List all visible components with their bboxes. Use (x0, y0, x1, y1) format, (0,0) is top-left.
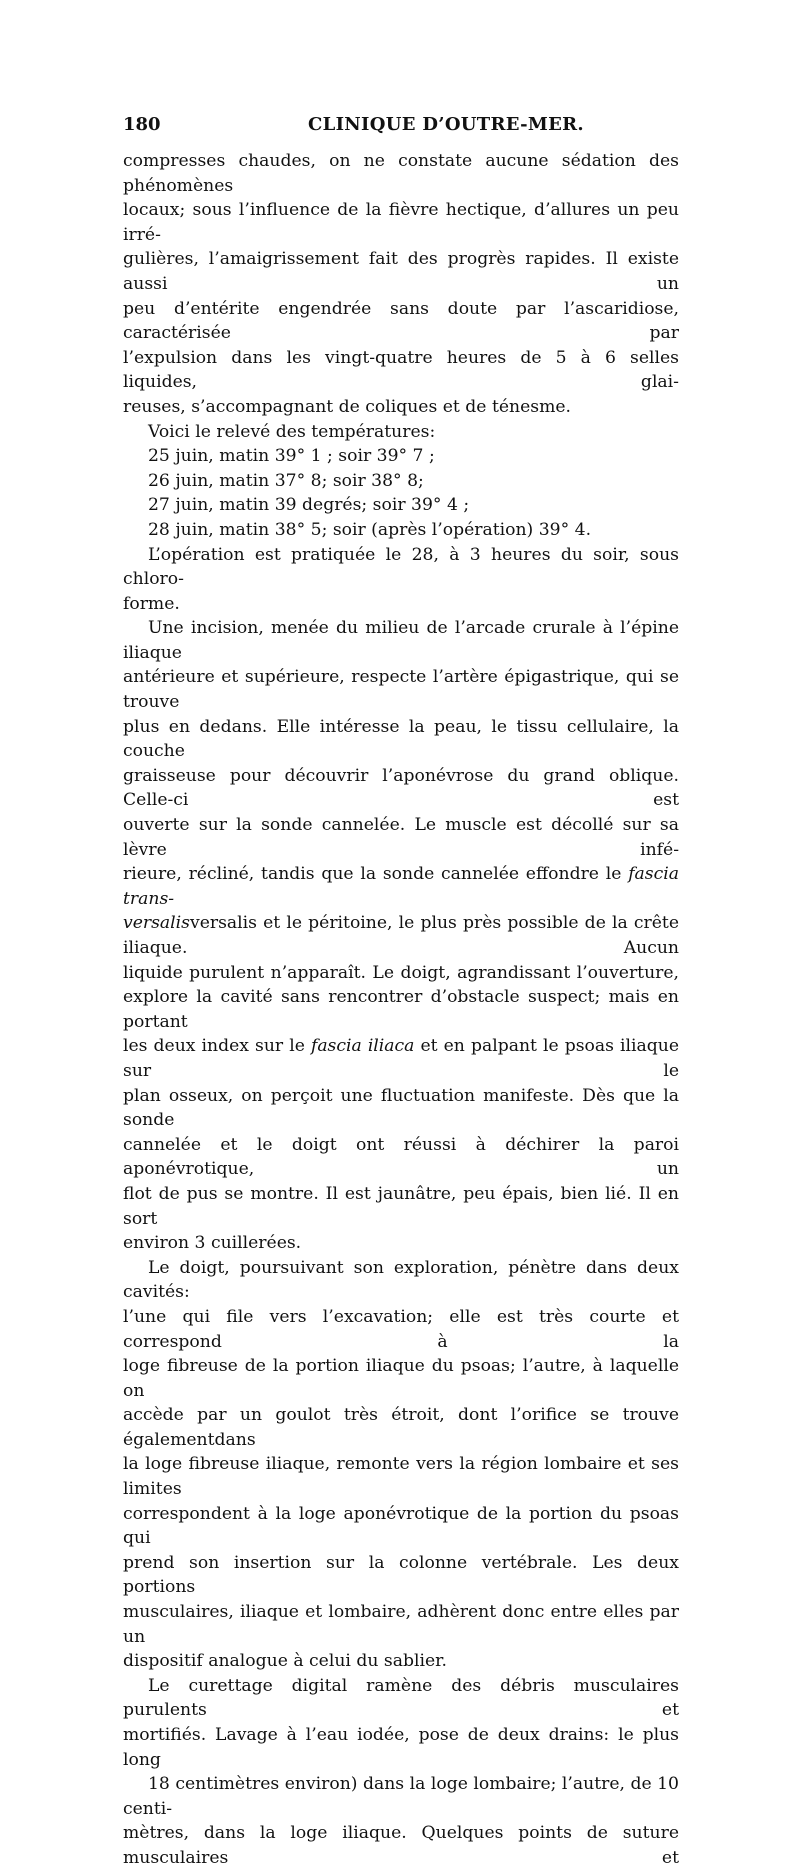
italic-term: fascia trans- (123, 864, 679, 909)
temperature-line: 27 juin, matin 39 degrés; soir 39° 4 ; (148, 495, 470, 516)
text-line: dispositif analogue à celui du sablier. (123, 1651, 447, 1672)
text-line: graisseuse pour découvrir l’aponévrose du grand oblique. Celle-ci est (123, 765, 679, 811)
text-line: cannelée et le doigt ont réussi à déchirer la paroi aponévrotique, un (123, 1134, 679, 1180)
temperature-line: 28 juin, matin 38° 5; soir (après l’opération) 39° 4. (148, 519, 592, 540)
text-line: peu d’entérite engendrée sans doute par l’ascaridiose, caractérisée par (123, 298, 679, 344)
text-line: musculaires, iliaque et lombaire, adhèrent donc entre elles par un (123, 1602, 679, 1647)
text-line: l’expulsion dans les vingt-quatre heures de 5 à 6 selles liquides, glai- (123, 347, 679, 393)
text-line: la loge fibreuse iliaque, remonte vers la région lombaire et ses limites (123, 1454, 679, 1500)
text-line (123, 911, 679, 960)
text-line: explore la cavité sans rencontrer d’obstacle suspect; mais en portant (123, 987, 679, 1032)
text-line: compresses chaudes, on ne constate aucune sédation des phénomènes (123, 151, 679, 196)
text-line: prend son insertion sur la colonne vertébrale. Les deux portions (123, 1552, 679, 1598)
running-title: CLINIQUE D’OUTRE-MER. (308, 114, 584, 135)
italic-term: fascia iliaca (310, 1036, 415, 1057)
page-number: 180 (123, 114, 161, 135)
text-line: L’opération est pratiquée le 28, à 3 heures du soir, sous chloro- (123, 544, 679, 590)
text-segment: rieure, récliné, tandis que la sonde cannelée effondre le (123, 864, 622, 885)
temperature-line: 25 juin, matin 39° 1 ; soir 39° 7 ; (148, 446, 435, 467)
text-line: plan osseux, on perçoit une fluctuation manifeste. Dès que la sonde (123, 1085, 679, 1131)
text-line: mortifiés. Lavage à l’eau iodée, pose de deux drains: le plus long (123, 1725, 679, 1770)
text-line: forme. (123, 593, 180, 614)
text-line: antérieure et supérieure, respecte l’artère épigastrique, qui se trouve (123, 667, 679, 713)
text-line: Une incision, menée du milieu de l’arcade crurale à l’épine iliaque (123, 618, 679, 663)
text-line: environ 3 cuillerées. (123, 1233, 302, 1254)
body-text (123, 149, 679, 1871)
text-line: locaux; sous l’influence de la fièvre hectique, d’allures un peu irré- (123, 200, 679, 245)
page-header (123, 114, 679, 140)
text-line: l’une qui file vers l’excavation; elle est très courte et correspond à la (123, 1306, 679, 1352)
text-line: mètres, dans la loge iliaque. Quelques points de suture musculaires et (123, 1823, 679, 1868)
text-line: reuses, s’accompagnant de coliques et de ténesme. (123, 396, 572, 417)
text-segment: et en palpant le psoas iliaque sur le (123, 1036, 679, 1081)
text-line: plus en dedans. Elle intéresse la peau, le tissu cellulaire, la couche (123, 716, 679, 762)
text-line: Le curettage digital ramène des débris musculaires purulents et (123, 1675, 679, 1721)
text-line: flot de pus se montre. Il est jaunâtre, peu épais, bien lié. Il en sort (123, 1183, 679, 1229)
text-segment: versalis et le péritoine, le plus près possible de la crête iliaque. Aucun (123, 913, 679, 958)
text-line: ouverte sur la sonde cannelée. Le muscle est décollé sur sa lèvre infé- (123, 815, 679, 860)
text-line: gulières, l’amaigrissement fait des progrès rapides. Il existe aussi un (123, 249, 679, 294)
text-line: 18 centimètres environ) dans la loge lombaire; l’autre, de 10 centi- (123, 1774, 679, 1819)
text-line: Le doigt, poursuivant son exploration, pénètre dans deux cavités: (123, 1257, 679, 1303)
temperature-line: 26 juin, matin 37° 8; soir 38° 8; (148, 470, 424, 491)
text-line: liquide purulent n’apparaît. Le doigt, agrandissant l’ouverture, (123, 962, 679, 983)
text-line: correspondent à la loge aponévrotique de la portion du psoas qui (123, 1503, 679, 1549)
text-line: loge fibreuse de la portion iliaque du psoas; l’autre, à laquelle on (123, 1356, 679, 1401)
text-line: Voici le relevé des températures: (148, 421, 436, 442)
text-line (123, 1034, 679, 1083)
text-line: accède par un goulot très étroit, dont l’orifice se trouve égalementdans (123, 1405, 679, 1450)
text-segment: les deux index sur le (123, 1036, 305, 1057)
italic-term: versalis (123, 913, 190, 934)
text-line (123, 862, 679, 911)
